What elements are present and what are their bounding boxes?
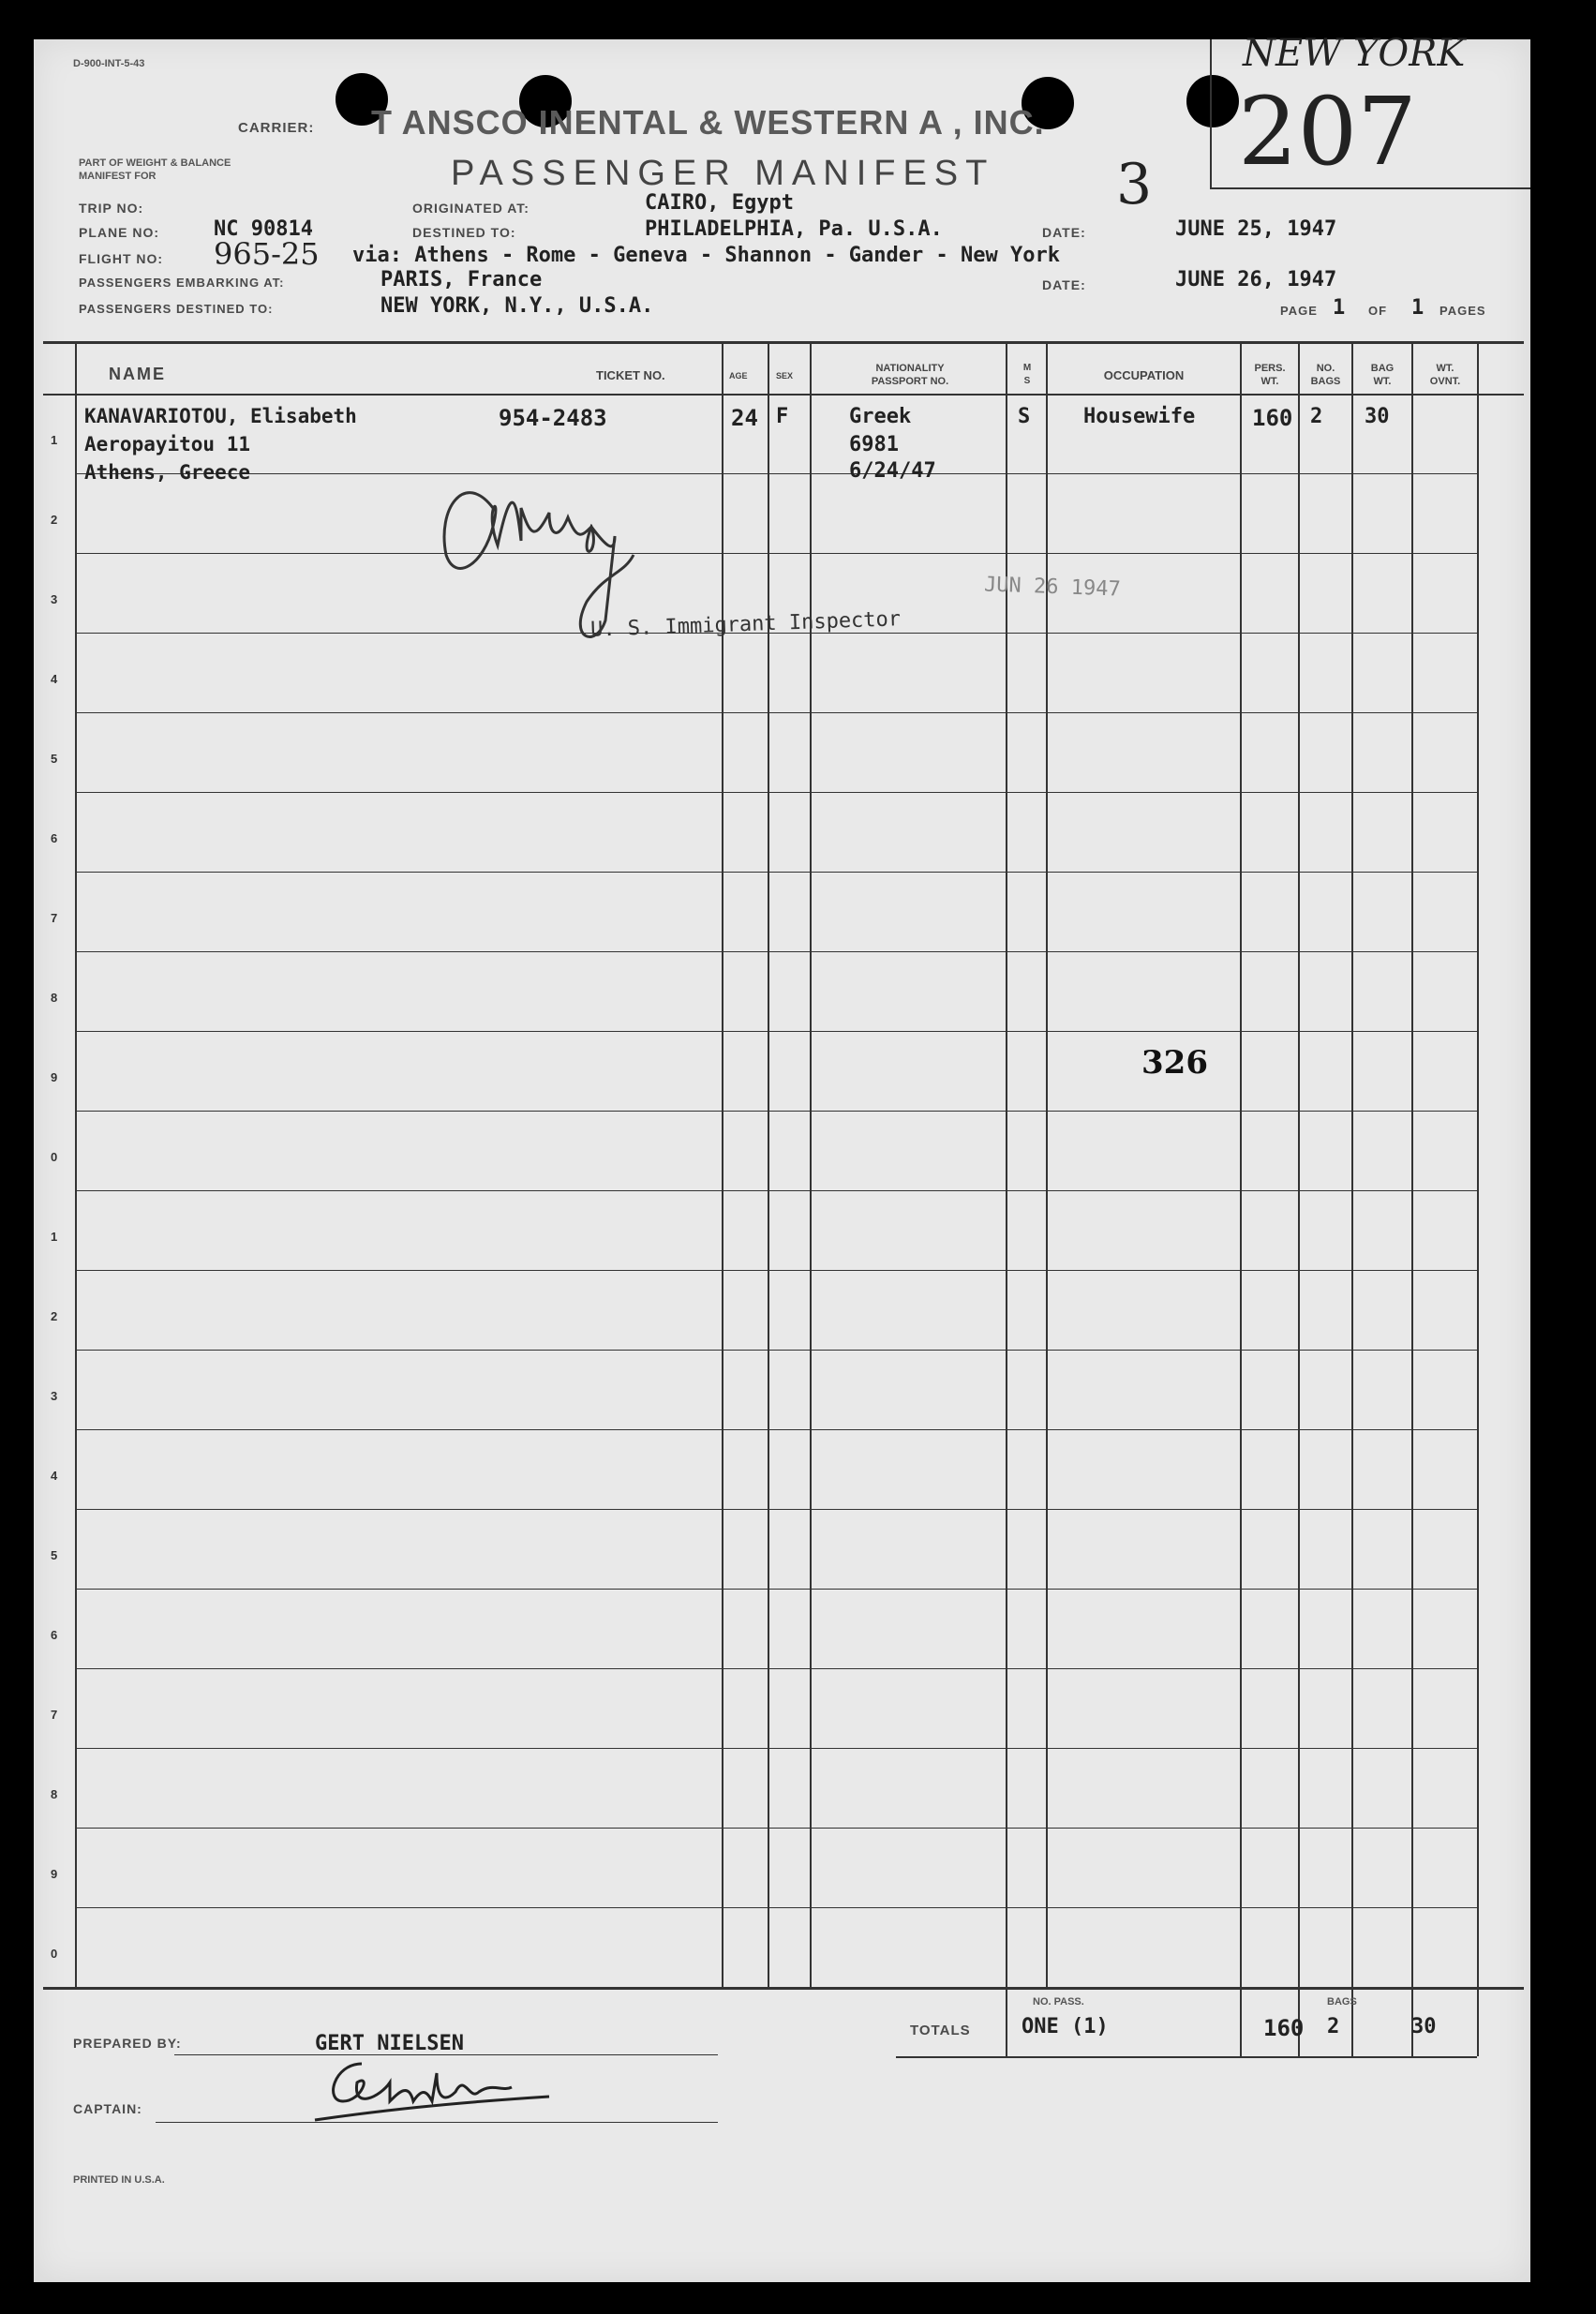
col-header-nationality	[821, 362, 999, 388]
form-code: D-900-INT-5-43	[73, 58, 145, 69]
captain-label: CAPTAIN:	[73, 2101, 142, 2116]
passenger-address-1: Aeropayitou 11	[84, 433, 251, 455]
page-mark: 3	[1116, 152, 1153, 217]
col-header-bag-wt-line2: WT.	[1373, 376, 1392, 387]
row-number: 1	[51, 433, 58, 447]
trip-no-label: TRIP NO:	[79, 201, 144, 216]
col-divider-ms	[1006, 341, 1007, 2056]
row-number: 0	[51, 1150, 58, 1164]
destined-to-label: DESTINED TO:	[412, 225, 516, 240]
row-number: 0	[51, 1947, 58, 1961]
row-number: 6	[51, 831, 58, 845]
corner-box-left	[1210, 39, 1212, 189]
row-line	[75, 1907, 1477, 1908]
manifest-sheet	[34, 32, 1530, 2282]
col-header-sex: SEX	[776, 371, 794, 381]
passenger-passport: 6981	[849, 433, 899, 456]
totals-no-pass: ONE (1)	[1022, 2015, 1109, 2038]
page-no: 1	[1333, 296, 1346, 320]
prepared-by-label: PREPARED BY:	[73, 2036, 182, 2051]
row-line	[75, 951, 1477, 952]
passenger-name: KANAVARIOTOU, Elisabeth	[84, 405, 357, 427]
plane-no-label: PLANE NO:	[79, 225, 159, 240]
printed-in: PRINTED IN U.S.A.	[73, 2174, 165, 2186]
col-header-nationality-line1: NATIONALITY	[875, 363, 945, 374]
of-label: OF	[1368, 304, 1388, 318]
captain-line	[156, 2122, 718, 2123]
plane-no: NC 90814	[214, 217, 313, 241]
part-of-label: PART OF WEIGHT & BALANCE	[79, 157, 231, 169]
handwritten-number: 207	[1238, 77, 1417, 187]
row-line	[75, 1429, 1477, 1430]
carrier-name: T ANSCO INENTAL & WESTERN A , INC.	[371, 103, 1045, 142]
row-number: 1	[51, 1230, 58, 1244]
passenger-ticket: 954-2483	[499, 405, 607, 431]
col-header-ticket: TICKET NO.	[596, 368, 665, 382]
col-divider-wt-ovnt	[1411, 341, 1413, 2056]
col-header-wt-ovnt-line2: OVNT.	[1429, 376, 1461, 387]
row-number: 2	[51, 1309, 58, 1323]
totals-pers-wt: 160	[1263, 2015, 1305, 2041]
row-line	[75, 1270, 1477, 1271]
passenger-marital-status: S	[1018, 405, 1031, 428]
no-pass-label: NO. PASS.	[1033, 1996, 1084, 2008]
totals-top-line	[1006, 1987, 1477, 1989]
row-number: 4	[51, 672, 58, 686]
embarking-at: PARIS, France	[380, 268, 543, 291]
date-1: JUNE 25, 1947	[1175, 217, 1337, 241]
manifest-title: PASSENGER MANIFEST	[451, 154, 995, 193]
passenger-age: 24	[731, 405, 758, 431]
col-header-nationality-line2: PASSPORT NO.	[871, 376, 949, 387]
col-header-pers-wt-line1: PERS.	[1254, 363, 1286, 374]
row-line	[75, 712, 1477, 713]
col-header-wt-ovnt	[1413, 362, 1477, 388]
page-total: 1	[1411, 296, 1424, 320]
row-number: 3	[51, 1389, 58, 1403]
table-top-border	[43, 341, 1524, 344]
passenger-occupation: Housewife	[1083, 405, 1196, 428]
col-divider-bags	[1298, 341, 1300, 2056]
row-number: 9	[51, 1867, 58, 1881]
col-header-age: AGE	[729, 371, 748, 381]
stamped-number: 326	[1141, 1044, 1208, 1082]
passenger-address-2: Athens, Greece	[84, 461, 251, 484]
col-divider-right	[1477, 341, 1479, 2056]
col-divider-bag-wt	[1351, 341, 1353, 2056]
col-header-ms-line1: M	[1022, 363, 1032, 373]
row-number: 3	[51, 592, 58, 606]
row-number: 6	[51, 1628, 58, 1642]
row-line	[75, 1668, 1477, 1669]
row-line	[75, 792, 1477, 793]
corner-box-bottom	[1210, 187, 1530, 189]
col-divider-pers-wt	[1240, 341, 1242, 2056]
row-number: 8	[51, 1787, 58, 1801]
totals-bags: 2	[1327, 2015, 1340, 2038]
col-header-occupation: OCCUPATION	[1103, 368, 1185, 382]
row-number: 4	[51, 1469, 58, 1483]
row-number: 5	[51, 752, 58, 766]
preparer-signature	[306, 2045, 568, 2129]
stamp-date: JUN 26 1947	[983, 573, 1122, 602]
table-left-border	[75, 341, 77, 1989]
row-line	[75, 1509, 1477, 1510]
flight-no: 965-25	[214, 236, 320, 272]
row-number: 5	[51, 1548, 58, 1562]
passenger-bags: 2	[1310, 405, 1323, 428]
date-2: JUNE 26, 1947	[1175, 268, 1337, 291]
col-header-ms-line2: S	[1023, 376, 1031, 386]
passenger-nationality: Greek	[849, 405, 912, 428]
carrier-label: CARRIER:	[238, 120, 315, 136]
col-header-wt-ovnt-line1: WT.	[1436, 363, 1454, 374]
row-line	[75, 1589, 1477, 1590]
inspector-signature	[427, 452, 783, 695]
embarking-label: PASSENGERS EMBARKING AT:	[79, 276, 285, 290]
row-line	[75, 1748, 1477, 1749]
passenger-sex: F	[776, 405, 789, 428]
row-line	[75, 1111, 1477, 1112]
col-header-bags-line2: BAGS	[1310, 376, 1341, 387]
col-divider-nationality	[810, 341, 812, 1989]
handwritten-city: NEW YORK	[1243, 32, 1466, 75]
row-number: 9	[51, 1070, 58, 1084]
date-label-1: DATE:	[1042, 225, 1086, 240]
header-bottom-border	[43, 394, 1524, 396]
row-number: 2	[51, 513, 58, 527]
page-label: PAGE	[1280, 304, 1318, 318]
date-label-2: DATE:	[1042, 277, 1086, 292]
totals-bags-label: BAGS	[1327, 1996, 1357, 2008]
passenger-bag-wt: 30	[1365, 405, 1390, 428]
destined-to: PHILADELPHIA, Pa. U.S.A.	[645, 217, 943, 241]
col-header-name: NAME	[109, 365, 166, 383]
row-number: 7	[51, 1708, 58, 1722]
totals-bottom-line	[896, 2056, 1477, 2058]
originated-label: ORIGINATED AT:	[412, 201, 530, 216]
passenger-pers-wt: 160	[1252, 405, 1293, 431]
flight-no-label: FLIGHT NO:	[79, 251, 164, 266]
totals-label: TOTALS	[910, 2023, 971, 2038]
destined-label: PASSENGERS DESTINED TO:	[79, 302, 274, 316]
inspector-label: U. S. Immigrant Inspector	[589, 607, 902, 642]
row-number: 8	[51, 991, 58, 1005]
destined-to-passengers: NEW YORK, N.Y., U.S.A.	[380, 294, 654, 318]
col-header-pers-wt	[1242, 362, 1298, 388]
row-line	[75, 1190, 1477, 1191]
pages-label: PAGES	[1439, 304, 1486, 318]
row-line	[75, 1828, 1477, 1829]
totals-bag-wt: 30	[1411, 2015, 1437, 2038]
originated-at: CAIRO, Egypt	[645, 191, 794, 215]
punch-hole	[1186, 75, 1239, 127]
row-line	[75, 1031, 1477, 1032]
row-number: 7	[51, 911, 58, 925]
row-line	[75, 872, 1477, 873]
col-header-ms	[1016, 362, 1038, 388]
col-header-bag-wt-line1: BAG	[1370, 363, 1395, 374]
col-header-bag-wt	[1353, 362, 1411, 388]
route-via: via: Athens - Rome - Geneva - Shannon - Gander - New York	[352, 244, 1060, 267]
col-header-pers-wt-line2: WT.	[1260, 376, 1279, 387]
passenger-passport-date: 6/24/47	[849, 459, 936, 483]
col-header-bags	[1300, 362, 1351, 388]
row-line	[75, 1350, 1477, 1351]
prepared-by-name: GERT NIELSEN	[315, 2032, 464, 2055]
manifest-for-label: MANIFEST FOR	[79, 171, 157, 182]
col-header-bags-line1: NO.	[1316, 363, 1335, 374]
